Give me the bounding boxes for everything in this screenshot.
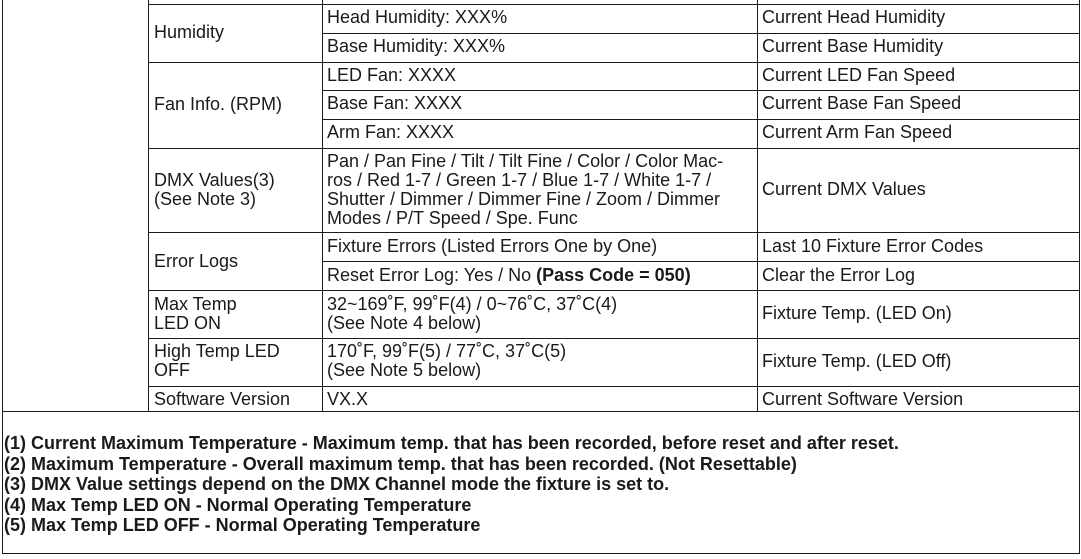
desc-base-fan: Current Base Fan Speed	[762, 93, 962, 113]
label-dmx-values-2: (See Note 3)	[154, 189, 257, 209]
desc-fixture-temp-on: Fixture Temp. (LED On)	[762, 303, 952, 323]
setting-led-fan: LED Fan: XXXX	[327, 65, 457, 85]
hline	[322, 90, 1080, 91]
footnotes	[4, 433, 899, 536]
hline	[322, 33, 1080, 34]
label-humidity: Humidity	[154, 22, 225, 42]
vline-5	[1079, 0, 1080, 553]
label-error-logs: Error Logs	[154, 251, 239, 271]
desc-fixture-temp-off: Fixture Temp. (LED Off)	[762, 351, 952, 371]
label-software-version: Software Version	[154, 389, 291, 409]
desc-led-fan: Current LED Fan Speed	[762, 65, 956, 85]
setting-dmx-line-4: Modes / P/T Speed / Spe. Func	[327, 208, 578, 228]
footnote-4: (4) Max Temp LED ON - Normal Operating Temperature	[4, 494, 472, 515]
hline	[322, 261, 1080, 262]
desc-clear-error-log: Clear the Error Log	[762, 265, 916, 285]
hline	[148, 148, 1080, 149]
hline	[148, 232, 1080, 233]
hline	[148, 386, 1080, 387]
hline	[322, 119, 1080, 120]
hline	[2, 553, 1080, 554]
desc-fixture-errors: Last 10 Fixture Error Codes	[762, 236, 984, 256]
reset-error-log-text: Reset Error Log: Yes / No	[327, 265, 537, 285]
setting-max-temp-1: 32~169˚F, 99˚F(4) / 0~76˚C, 37˚C(4)	[327, 294, 618, 314]
label-max-temp-1: Max Temp	[154, 294, 237, 314]
label-high-temp-2: OFF	[154, 360, 190, 380]
label-dmx-values-1: DMX Values(3)	[154, 170, 275, 190]
pass-code: (Pass Code = 050)	[536, 265, 691, 285]
desc-base-humidity: Current Base Humidity	[762, 36, 944, 56]
footnote-2: (2) Maximum Temperature - Overall maximum temp. that has been recorded. (Not Resettable)	[4, 453, 797, 474]
desc-dmx-values: Current DMX Values	[762, 179, 926, 199]
desc-head-humidity: Current Head Humidity	[762, 7, 946, 27]
setting-dmx-line-1: Pan / Pan Fine / Tilt / Tilt Fine / Color / Color Mac-	[327, 151, 724, 171]
desc-software-version: Current Software Version	[762, 389, 964, 409]
setting-software-version: VX.X	[327, 389, 369, 409]
vline-1	[2, 0, 3, 553]
hline	[148, 62, 1080, 63]
setting-reset-error-log	[327, 266, 691, 285]
setting-high-temp-2: (See Note 5 below)	[327, 360, 482, 380]
hline	[148, 4, 1080, 5]
label-high-temp-1: High Temp LED	[154, 341, 280, 361]
hline	[148, 338, 1080, 339]
setting-base-fan: Base Fan: XXXX	[327, 93, 463, 113]
footnote-5: (5) Max Temp LED OFF - Normal Operating Temperature	[4, 515, 481, 535]
setting-head-humidity: Head Humidity: XXX%	[327, 7, 508, 27]
setting-base-humidity: Base Humidity: XXX%	[327, 36, 506, 56]
setting-dmx-line-2: ros / Red 1-7 / Green 1-7 / Blue 1-7 / White 1-7 /	[327, 170, 712, 190]
setting-max-temp-2: (See Note 4 below)	[327, 313, 482, 333]
setting-high-temp-1: 170˚F, 99˚F(5) / 77˚C, 37˚C(5)	[327, 341, 567, 361]
label-max-temp-2: LED ON	[154, 313, 222, 333]
setting-dmx-line-3: Shutter / Dimmer / Dimmer Fine / Zoom / Dimmer	[327, 189, 721, 209]
label-fan-info: Fan Info. (RPM)	[154, 94, 283, 114]
desc-arm-fan: Current Arm Fan Speed	[762, 122, 953, 142]
hline	[2, 411, 1080, 412]
footnote-1: (1) Current Maximum Temperature - Maximum temp. that has been recorded, before reset and after reset.	[4, 433, 899, 453]
setting-arm-fan: Arm Fan: XXXX	[327, 122, 455, 142]
footnote-3: (3) DMX Value settings depend on the DMX Channel mode the fixture is set to.	[4, 474, 670, 494]
hline	[148, 290, 1080, 291]
setting-fixture-errors: Fixture Errors (Listed Errors One by One)	[327, 236, 658, 256]
